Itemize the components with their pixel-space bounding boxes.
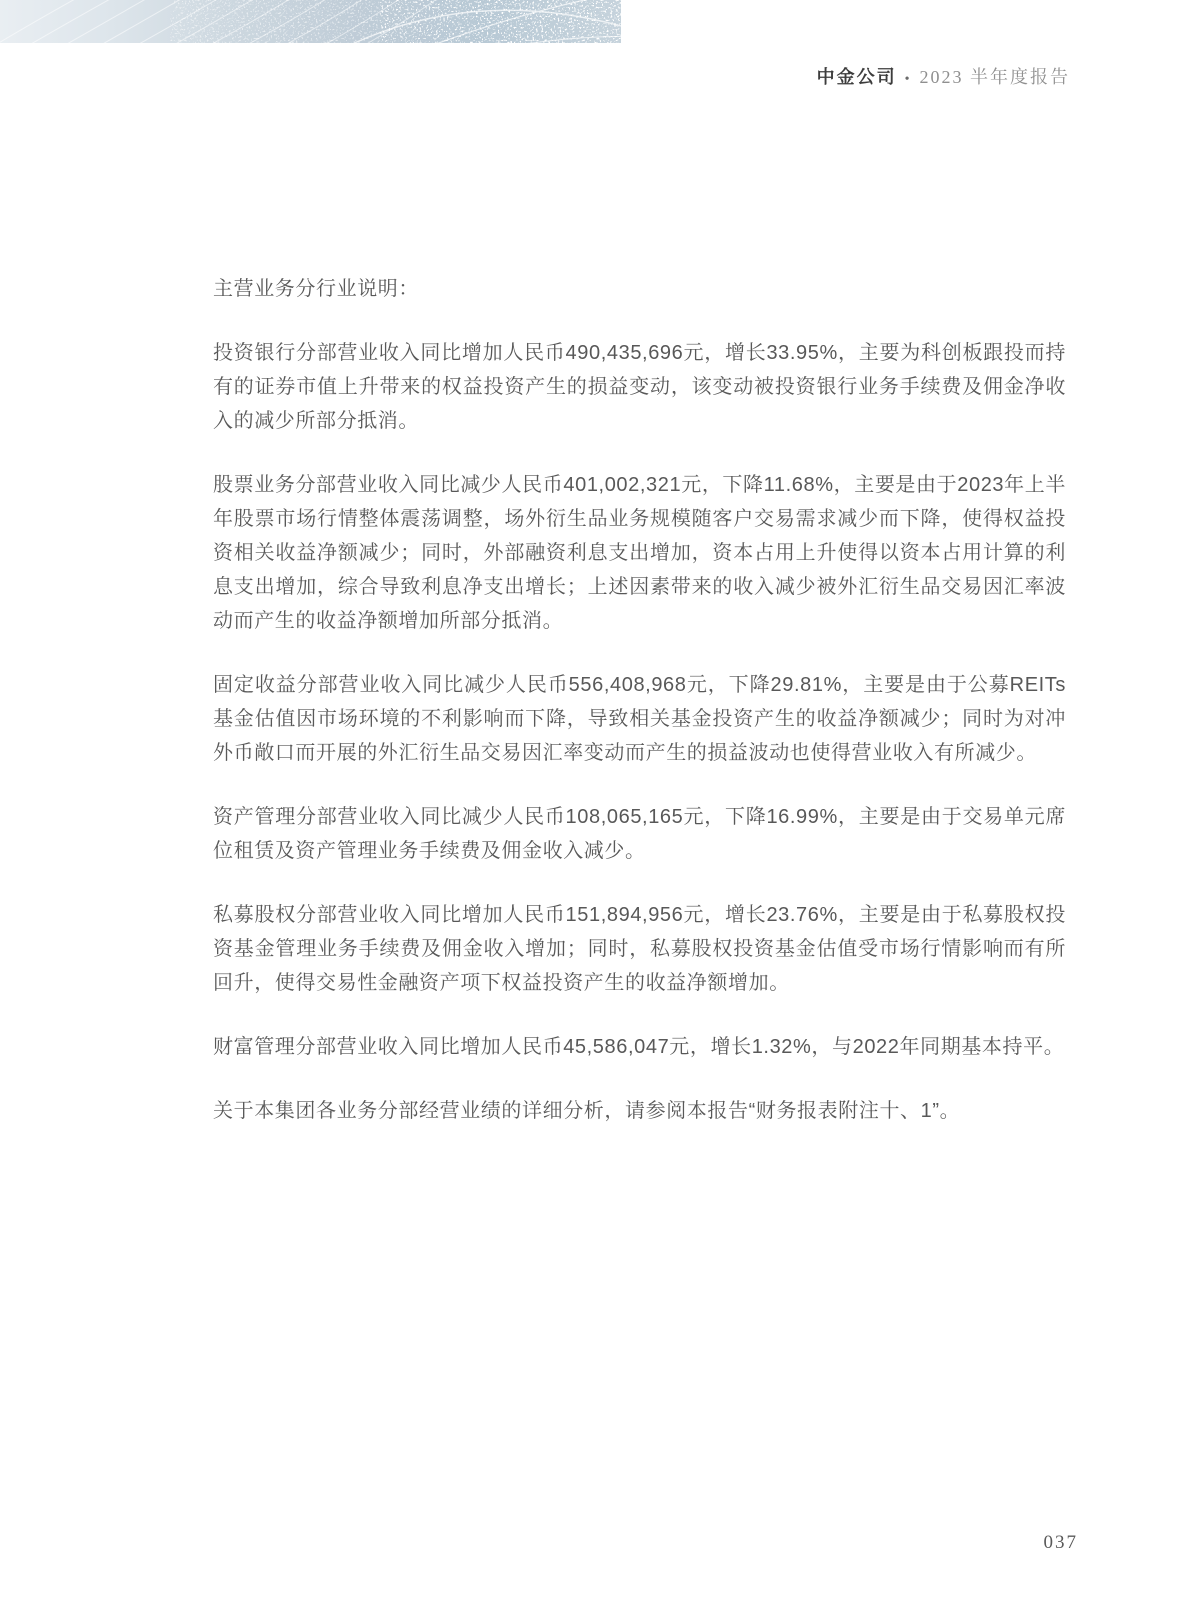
company-name: 中金公司 [816, 67, 897, 87]
body-paragraph-wealth-management: 财富管理分部营业收入同比增加人民币45,586,047元，增长1.32%，与2022年同期基本持平。 [213, 1036, 1065, 1058]
body-paragraph-equities: 股票业务分部营业收入同比减少人民币401,002,321元，下降11.68%，主要是由于2023年上半年股票市场行情整体震荡调整，场外衍生品业务规模随客户交易需求减少而下降，使得权益投资相关收益净额减少；同时，外部融资利息支出增加，资本占用上升使得以资本占用计算的利息支出增加，综合导致利息净支出增长；上述因素带来的收入减少被外汇衍生品交易因汇率波动而产生的收益净额增加所部分抵消。 [213, 474, 1066, 632]
body-paragraph-fixed-income: 固定收益分部营业收入同比减少人民币556,408,968元，下降29.81%，主要是由于公募REITs基金估值因市场环境的不利影响而下降，导致相关基金投资产生的收益净额减少；同时为对冲外币敞口而开展的外汇衍生品交易因汇率变动而产生的损益波动也使得营业收入有所减少。 [213, 674, 1066, 764]
body-paragraph-reference-note: 关于本集团各业务分部经营业绩的详细分析，请参阅本报告“财务报表附注十、1”。 [213, 1100, 961, 1122]
decorative-banner-graphic [0, 0, 621, 43]
body-paragraph-private-equity: 私募股权分部营业收入同比增加人民币151,894,956元，增长23.76%，主要是由于私募股权投资基金管理业务手续费及佣金收入增加；同时，私募股权投资基金估值受市场行情影响而有所回升，使得交易性金融资产项下权益投资产生的收益净额增加。 [213, 904, 1066, 994]
document-body [213, 272, 1066, 1158]
report-title: 2023 半年度报告 [919, 67, 1070, 87]
section-heading: 主营业务分行业说明： [213, 278, 419, 300]
body-paragraph-asset-management: 资产管理分部营业收入同比减少人民币108,065,165元，下降16.99%，主要是由于交易单元席位租赁及资产管理业务手续费及佣金收入减少。 [213, 806, 1066, 862]
page-number: 037 [1043, 1532, 1078, 1553]
header-bullet-separator: • [904, 72, 912, 87]
body-paragraph-investment-banking: 投资银行分部营业收入同比增加人民币490,435,696元，增长33.95%，主要为科创板跟投而持有的证券市值上升带来的权益投资产生的损益变动，该变动被投资银行业务手续费及佣金净收入的减少所部分抵消。 [213, 342, 1066, 432]
page-header [817, 63, 1070, 89]
